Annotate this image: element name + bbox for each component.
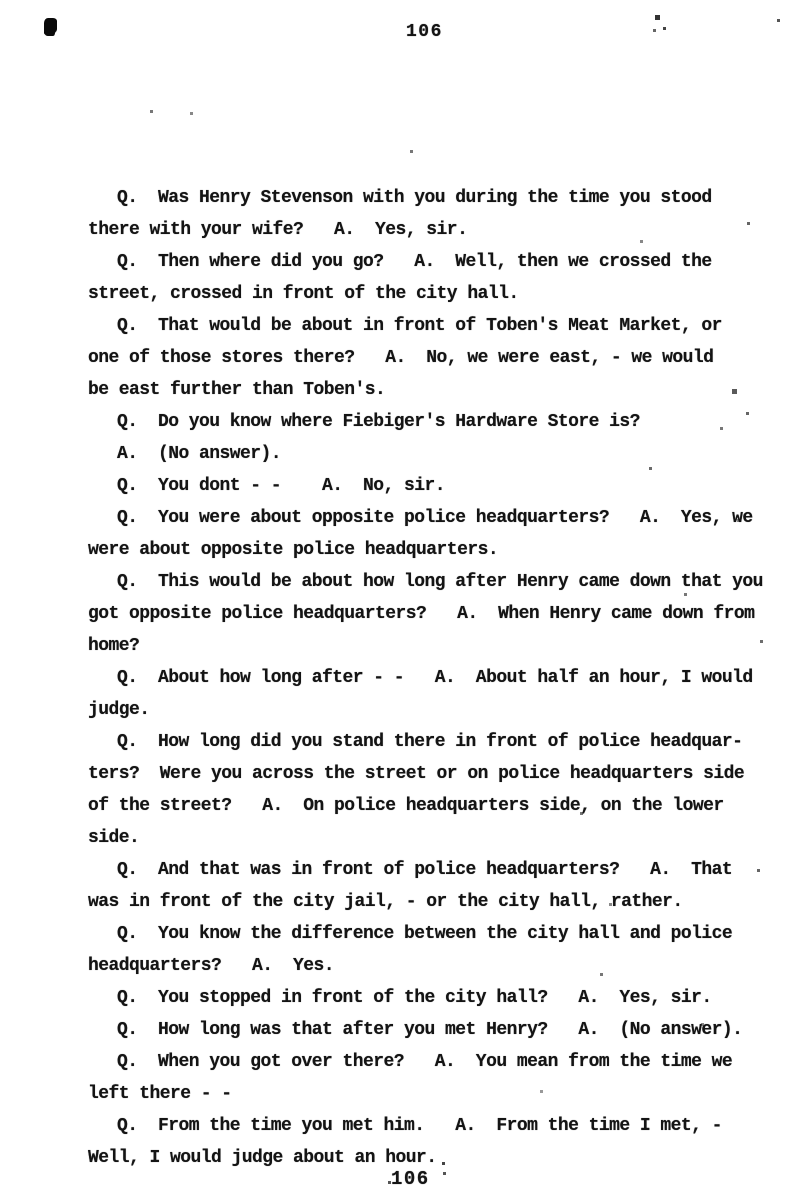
transcript-line: side. (88, 828, 140, 848)
transcript-line: Q. Then where did you go? A. Well, then we crossed the (117, 252, 712, 272)
transcript-line: Q. You were about opposite police headquarters? A. Yes, we (117, 508, 753, 528)
transcript-body (88, 182, 763, 1174)
transcript-line: Q. From the time you met him. A. From the time I met, - (117, 1116, 722, 1136)
transcript-line: Q. This would be about how long after Henry came down that you (117, 572, 763, 592)
transcript-line: got opposite police headquarters? A. When Henry came down from (88, 604, 755, 624)
transcript-line: were about opposite police headquarters. (88, 540, 499, 560)
transcript-line: Q. And that was in front of police headquarters? A. That (117, 860, 733, 880)
transcript-line: headquarters? A. Yes. (88, 956, 335, 976)
transcript-line: judge. (88, 700, 150, 720)
ink-blot-mark (44, 18, 56, 34)
transcript-line: Q. How long was that after you met Henry? A. (No answer). (117, 1020, 743, 1040)
transcript-line: A. (No answer). (117, 444, 282, 464)
transcript-line: street, crossed in front of the city hall. (88, 284, 519, 304)
paper-specks (0, 0, 3, 3)
transcript-line: of the street? A. On police headquarters side, on the lower (88, 796, 724, 816)
transcript-line: Well, I would judge about an hour. (88, 1148, 437, 1168)
transcript-line: Q. You stopped in front of the city hall? A. Yes, sir. (117, 988, 712, 1008)
transcript-line: Q. You know the difference between the city hall and police (117, 924, 733, 944)
transcript-line: Q. Was Henry Stevenson with you during the time you stood (117, 188, 712, 208)
transcript-line: ters? Were you across the street or on police headquarters side (88, 764, 745, 784)
page-number-top: 106 (406, 22, 443, 42)
transcript-line: be east further than Toben's. (88, 380, 386, 400)
transcript-line: Q. About how long after - - A. About half an hour, I would (117, 668, 753, 688)
transcript-line: Q. How long did you stand there in front of police headquar- (117, 732, 743, 752)
transcript-line: one of those stores there? A. No, we were east, - we would (88, 348, 714, 368)
transcript-line: left there - - (88, 1084, 232, 1104)
transcript-line: was in front of the city jail, - or the city hall, rather. (88, 892, 683, 912)
transcript-line: Q. That would be about in front of Toben's Meat Market, or (117, 316, 722, 336)
transcript-line: Q. You dont - - A. No, sir. (117, 476, 446, 496)
page-number-bottom: 106 (391, 1168, 430, 1190)
transcript-line: there with your wife? A. Yes, sir. (88, 220, 468, 240)
transcript-line: home? (88, 636, 140, 656)
transcript-line: Q. When you got over there? A. You mean from the time we (117, 1052, 733, 1072)
transcript-line: Q. Do you know where Fiebiger's Hardware Store is? (117, 412, 640, 432)
